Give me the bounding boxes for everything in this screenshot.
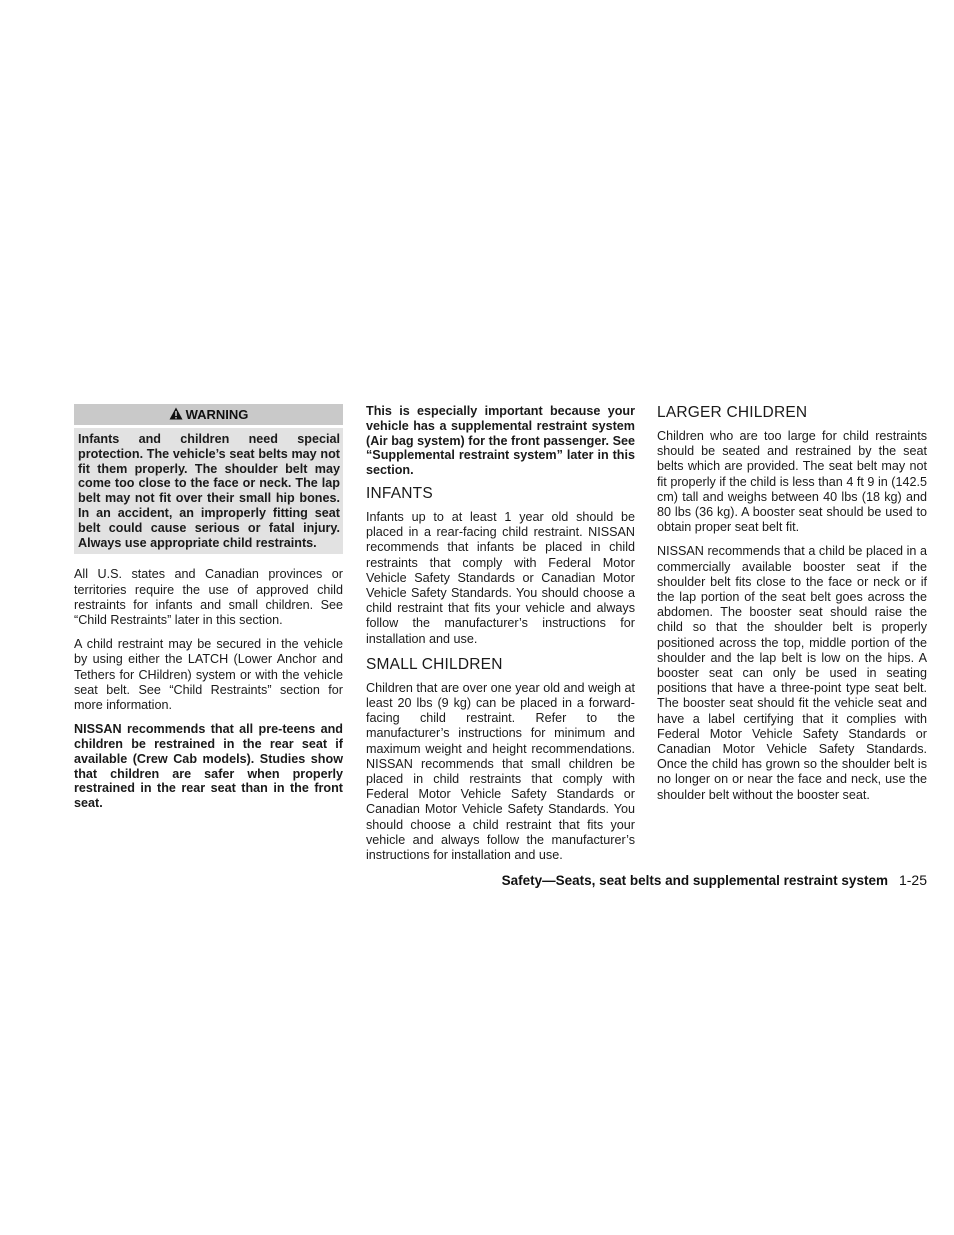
paragraph-restraint-laws: All U.S. states and Canadian provinces or territories require the use of approved child restraints for infants and small children. See “Child Restraints” later in this section. [74, 567, 343, 627]
paragraph-rear-seat-recommendation: NISSAN recommends that all pre-teens and children be restrained in the rear seat if available (Crew Cab models). Studies show that children are safer when properly restrained in the rear seat than in the front seat. [74, 722, 343, 811]
paragraph-larger-children-2: NISSAN recommends that a child be placed in a commercially available booster seat if the shoulder belt fits close to the face or neck or if the lap portion of the seat belt goes across the abdomen. The booster seat should raise the child so that the shoulder belt is properly positioned across the top, middle portion of the shoulder and the lap belt is low on the hips. A booster seat can only be used in seating positions that have a three-point type seat belt. The booster seat should fit the vehicle seat and have a label certifying that it complies with Federal Motor Vehicle Safety Standards or Canadian Motor Vehicle Safety Standards. Once the child has grown so the shoulder belt is no longer on or near the face and neck, use the shoulder belt without the booster seat. [657, 544, 927, 802]
page-footer [502, 872, 927, 888]
column-middle [366, 404, 635, 863]
warning-text: Infants and children need special protection. The vehicle’s seat belts may not fit them properly. The shoulder belt may come too close to the face or neck. The lap belt may not fit over their small hip bones. In an accident, an improperly fitting seat belt could cause serious or fatal injury. Always use appropriate child restraints. [74, 428, 343, 554]
paragraph-srs-note: This is especially important because your vehicle has a supplemental restraint system (Air bag system) for the front passenger. See “Supplemental restraint system” later in this section. [366, 404, 635, 478]
footer-section-title: Safety—Seats, seat belts and supplemental restraint system [501, 873, 888, 888]
heading-larger-children: LARGER CHILDREN [657, 404, 808, 421]
warning-triangle-icon [169, 407, 186, 423]
paragraph-small-children: Children that are over one year old and weigh at least 20 lbs (9 kg) can be placed in a forward-facing child restraint. Refer to the manufacturer’s instructions for minimum and maximum weight and height recommendations. NISSAN recommends that small children be placed in child restraints that comply with Federal Motor Vehicle Safety Standards or Canadian Motor Vehicle Safety Standards. You should choose a child restraint that fits your vehicle and always follow the manufacturer’s instructions for installation and use. [366, 680, 635, 863]
warning-title: WARNING [185, 407, 249, 422]
column-left [74, 404, 343, 811]
heading-infants: INFANTS [366, 484, 433, 502]
column-right [657, 404, 927, 803]
warning-header [74, 404, 343, 425]
heading-small-children: SMALL CHILDREN [366, 655, 503, 673]
paragraph-larger-children-1: Children who are too large for child restraints should be seated and restrained by the seat belts which are provided. The seat belt may not fit properly if the child is less than 4 ft 9 in (142.5 cm) tall and weighs between 40 lbs (18 kg) and 80 lbs (36 kg). A booster seat should be used to obtain proper seat belt fit. [657, 429, 927, 535]
page-number: 1-25 [898, 872, 927, 888]
paragraph-latch-system: A child restraint may be secured in the vehicle by using either the LATCH (Lower Anchor and Tethers for CHildren) system or with the vehicle seat belt. See “Child Restraints” section for more information. [74, 637, 343, 712]
paragraph-infants: Infants up to at least 1 year old should be placed in a rear-facing child restraint. NISSAN recommends that infants be placed in child restraints that comply with Federal Motor Vehicle Safety Standards or Canadian Motor Vehicle Safety Standards. You should choose a child restraint that fits your vehicle and always follow the manufacturer’s instructions for installation and use. [366, 509, 635, 646]
